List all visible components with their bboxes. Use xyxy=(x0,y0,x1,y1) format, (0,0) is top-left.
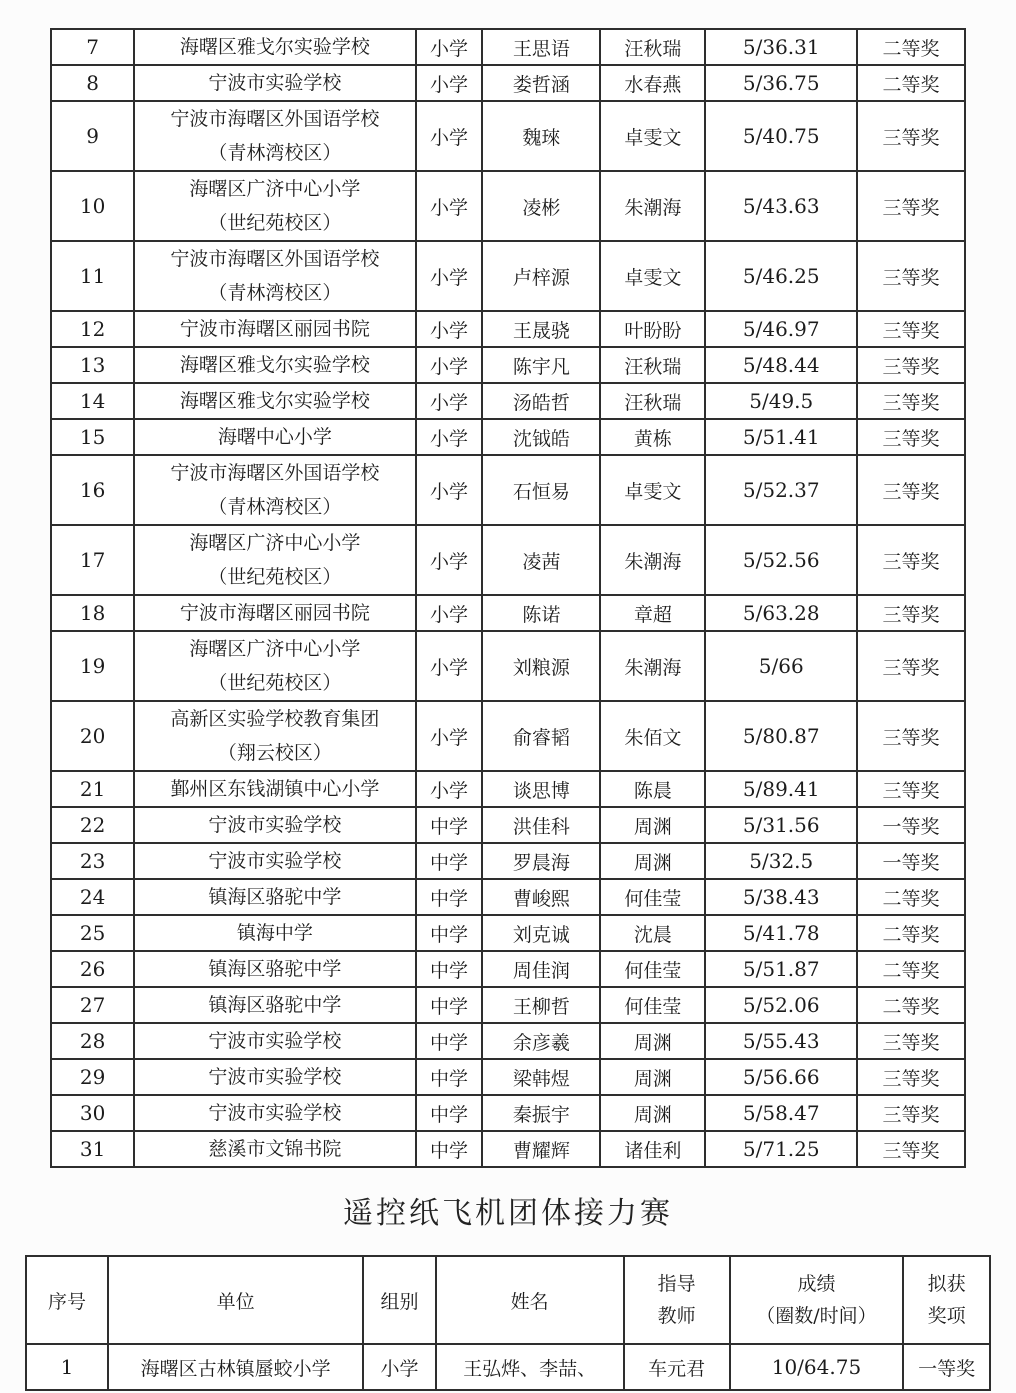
cell-award: 三等奖 xyxy=(857,1023,965,1059)
cell-unit-name: 海曙区古林镇蜃蛟小学 xyxy=(108,1344,363,1390)
results-table-body xyxy=(51,29,965,1167)
cell-rank-number: 25 xyxy=(51,915,134,951)
school-name-line1: 宁波市实验学校 xyxy=(208,1030,342,1052)
cell-group: 中学 xyxy=(416,807,483,843)
cell-award: 三等奖 xyxy=(857,1131,965,1167)
cell-score: 5/80.87 xyxy=(705,701,857,771)
cell-school-name xyxy=(134,1095,416,1131)
cell-score: 5/52.56 xyxy=(705,525,857,595)
school-name-line1: 鄞州区东钱湖镇中心小学 xyxy=(170,778,380,800)
cell-school-name xyxy=(134,311,416,347)
cell-rank-number: 16 xyxy=(51,455,134,525)
header-name: 姓名 xyxy=(436,1256,624,1344)
school-name-line2: （世纪苑校区） xyxy=(208,212,342,234)
cell-student-name: 卢梓源 xyxy=(482,241,600,311)
cell-school-name xyxy=(134,807,416,843)
cell-student-name: 沈钺皓 xyxy=(482,419,600,455)
header-award xyxy=(903,1256,990,1344)
cell-rank-number: 31 xyxy=(51,1131,134,1167)
cell-school-name xyxy=(134,101,416,171)
table-row xyxy=(51,1023,965,1059)
school-name-line1: 宁波市海曙区外国语学校 xyxy=(170,462,380,484)
cell-school-name xyxy=(134,525,416,595)
cell-score: 5/41.78 xyxy=(705,915,857,951)
cell-award: 一等奖 xyxy=(857,807,965,843)
cell-school-name xyxy=(134,241,416,311)
table-row xyxy=(51,311,965,347)
school-name-line1: 宁波市实验学校 xyxy=(208,1066,342,1088)
school-name-line1: 海曙区广济中心小学 xyxy=(189,638,361,660)
header-score-line2: （圈数/时间） xyxy=(756,1305,877,1327)
school-name-line1: 宁波市实验学校 xyxy=(208,814,342,836)
cell-score: 5/40.75 xyxy=(705,101,857,171)
table-row xyxy=(51,807,965,843)
school-name-line1: 高新区实验学校教育集团 xyxy=(170,708,380,730)
school-name-line2: （青林湾校区） xyxy=(208,142,342,164)
cell-teacher-name: 诸佳利 xyxy=(600,1131,705,1167)
cell-award: 三等奖 xyxy=(857,171,965,241)
cell-rank-number: 9 xyxy=(51,101,134,171)
cell-team-members: 王弘烨、李喆、 xyxy=(436,1344,624,1390)
table-row xyxy=(51,1095,965,1131)
school-name-line1: 镇海区骆驼中学 xyxy=(208,886,342,908)
cell-score: 5/52.06 xyxy=(705,987,857,1023)
cell-rank-number: 18 xyxy=(51,595,134,631)
cell-student-name: 洪佳科 xyxy=(482,807,600,843)
cell-rank-number: 21 xyxy=(51,771,134,807)
cell-teacher-name: 何佳莹 xyxy=(600,951,705,987)
cell-teacher-name: 陈晨 xyxy=(600,771,705,807)
cell-student-name: 汤皓哲 xyxy=(482,383,600,419)
cell-score: 5/48.44 xyxy=(705,347,857,383)
school-name-line1: 宁波市实验学校 xyxy=(208,850,342,872)
table-row xyxy=(51,455,965,525)
cell-school-name xyxy=(134,1131,416,1167)
cell-award: 二等奖 xyxy=(857,29,965,65)
header-teacher xyxy=(624,1256,730,1344)
cell-student-name: 罗晨海 xyxy=(482,843,600,879)
cell-award: 三等奖 xyxy=(857,419,965,455)
cell-rank-number: 17 xyxy=(51,525,134,595)
cell-rank-number: 10 xyxy=(51,171,134,241)
cell-award: 二等奖 xyxy=(857,915,965,951)
cell-award: 三等奖 xyxy=(857,383,965,419)
header-award-line2: 奖项 xyxy=(927,1305,966,1327)
cell-teacher-name: 朱潮海 xyxy=(600,631,705,701)
school-name-line1: 慈溪市文锦书院 xyxy=(208,1138,342,1160)
cell-award: 二等奖 xyxy=(857,65,965,101)
cell-award: 三等奖 xyxy=(857,631,965,701)
cell-group: 小学 xyxy=(416,631,483,701)
table-row xyxy=(51,101,965,171)
school-name-line1: 海曙区雅戈尔实验学校 xyxy=(179,354,370,376)
cell-student-name: 陈诺 xyxy=(482,595,600,631)
table-row xyxy=(51,171,965,241)
school-name-line1: 海曙区雅戈尔实验学校 xyxy=(179,36,370,58)
cell-score: 5/46.97 xyxy=(705,311,857,347)
cell-group: 小学 xyxy=(416,347,483,383)
cell-award: 三等奖 xyxy=(857,1059,965,1095)
cell-score: 5/66 xyxy=(705,631,857,701)
cell-school-name xyxy=(134,843,416,879)
table-row xyxy=(51,701,965,771)
cell-rank-number: 30 xyxy=(51,1095,134,1131)
cell-teacher-name: 朱潮海 xyxy=(600,525,705,595)
school-name-line1: 宁波市实验学校 xyxy=(208,72,342,94)
cell-student-name: 石恒易 xyxy=(482,455,600,525)
header-serial-number: 序号 xyxy=(26,1256,108,1344)
cell-school-name xyxy=(134,631,416,701)
cell-group: 中学 xyxy=(416,1131,483,1167)
school-name-line1: 宁波市海曙区外国语学校 xyxy=(170,108,380,130)
cell-award: 三等奖 xyxy=(857,701,965,771)
cell-award: 一等奖 xyxy=(857,843,965,879)
cell-rank-number: 28 xyxy=(51,1023,134,1059)
cell-score: 5/46.25 xyxy=(705,241,857,311)
cell-teacher-name: 周渊 xyxy=(600,1059,705,1095)
school-name-line1: 宁波市海曙区外国语学校 xyxy=(170,248,380,270)
school-name-line1: 海曙中心小学 xyxy=(217,426,332,448)
cell-student-name: 陈宇凡 xyxy=(482,347,600,383)
cell-school-name xyxy=(134,771,416,807)
cell-group: 小学 xyxy=(416,241,483,311)
cell-school-name xyxy=(134,29,416,65)
cell-rank-number: 24 xyxy=(51,879,134,915)
table-row xyxy=(51,915,965,951)
cell-student-name: 娄哲涵 xyxy=(482,65,600,101)
cell-group: 小学 xyxy=(416,29,483,65)
cell-student-name: 王晟骁 xyxy=(482,311,600,347)
school-name-line2: （青林湾校区） xyxy=(208,496,342,518)
cell-score: 5/43.63 xyxy=(705,171,857,241)
header-group: 组别 xyxy=(363,1256,435,1344)
cell-rank-number: 1 xyxy=(26,1344,108,1390)
cell-rank-number: 29 xyxy=(51,1059,134,1095)
cell-group: 中学 xyxy=(416,987,483,1023)
cell-score: 5/89.41 xyxy=(705,771,857,807)
section-title: 遥控纸飞机团体接力赛 xyxy=(343,1196,673,1231)
cell-student-name: 凌茜 xyxy=(482,525,600,595)
cell-student-name: 曹峻熙 xyxy=(482,879,600,915)
cell-award: 三等奖 xyxy=(857,771,965,807)
cell-school-name xyxy=(134,1023,416,1059)
cell-group: 小学 xyxy=(416,771,483,807)
cell-score: 5/58.47 xyxy=(705,1095,857,1131)
school-name-line1: 宁波市实验学校 xyxy=(208,1102,342,1124)
cell-school-name xyxy=(134,987,416,1023)
cell-teacher-name: 汪秋瑞 xyxy=(600,383,705,419)
table-row xyxy=(51,1131,965,1167)
header-teacher-line1: 指导 xyxy=(657,1273,696,1295)
cell-student-name: 凌彬 xyxy=(482,171,600,241)
cell-school-name xyxy=(134,419,416,455)
school-name-line2: （世纪苑校区） xyxy=(208,672,342,694)
cell-group: 中学 xyxy=(416,915,483,951)
school-name-line1: 海曙区广济中心小学 xyxy=(189,532,361,554)
cell-student-name: 秦振宇 xyxy=(482,1095,600,1131)
cell-school-name xyxy=(134,347,416,383)
cell-group: 小学 xyxy=(416,701,483,771)
cell-school-name xyxy=(134,1059,416,1095)
cell-teacher-name: 章超 xyxy=(600,595,705,631)
table-row xyxy=(51,347,965,383)
school-name-line1: 宁波市海曙区丽园书院 xyxy=(179,318,370,340)
cell-teacher-name: 汪秋瑞 xyxy=(600,347,705,383)
cell-teacher-name: 何佳莹 xyxy=(600,987,705,1023)
individual-results-table xyxy=(50,28,966,1168)
cell-school-name xyxy=(134,455,416,525)
table-row xyxy=(26,1344,990,1390)
cell-group: 小学 xyxy=(416,101,483,171)
cell-teacher-name: 何佳莹 xyxy=(600,879,705,915)
cell-teacher-name: 叶盼盼 xyxy=(600,311,705,347)
cell-teacher-name: 水春燕 xyxy=(600,65,705,101)
cell-score: 5/36.75 xyxy=(705,65,857,101)
cell-score: 10/64.75 xyxy=(730,1344,904,1390)
cell-student-name: 俞睿韬 xyxy=(482,701,600,771)
school-name-line2: （世纪苑校区） xyxy=(208,566,342,588)
cell-score: 5/31.56 xyxy=(705,807,857,843)
header-row xyxy=(26,1256,990,1344)
cell-school-name xyxy=(134,171,416,241)
cell-group: 小学 xyxy=(416,65,483,101)
cell-student-name: 刘粮源 xyxy=(482,631,600,701)
cell-school-name xyxy=(134,951,416,987)
cell-score: 5/71.25 xyxy=(705,1131,857,1167)
header-teacher-line2: 教师 xyxy=(657,1305,696,1327)
table-row xyxy=(51,65,965,101)
table-row xyxy=(51,419,965,455)
header-unit: 单位 xyxy=(108,1256,363,1344)
table-row xyxy=(51,595,965,631)
cell-group: 小学 xyxy=(416,455,483,525)
header-score xyxy=(730,1256,904,1344)
cell-award: 三等奖 xyxy=(857,1095,965,1131)
cell-student-name: 刘克诚 xyxy=(482,915,600,951)
cell-school-name xyxy=(134,915,416,951)
cell-score: 5/63.28 xyxy=(705,595,857,631)
cell-award: 二等奖 xyxy=(857,987,965,1023)
cell-group: 小学 xyxy=(416,525,483,595)
cell-award: 一等奖 xyxy=(903,1344,990,1390)
cell-group: 小学 xyxy=(416,419,483,455)
cell-teacher-name: 汪秋瑞 xyxy=(600,29,705,65)
cell-score: 5/49.5 xyxy=(705,383,857,419)
cell-school-name xyxy=(134,65,416,101)
cell-rank-number: 26 xyxy=(51,951,134,987)
cell-student-name: 余彦羲 xyxy=(482,1023,600,1059)
cell-award: 三等奖 xyxy=(857,101,965,171)
cell-teacher-name: 卓雯文 xyxy=(600,101,705,171)
cell-group: 中学 xyxy=(416,1059,483,1095)
cell-rank-number: 7 xyxy=(51,29,134,65)
cell-teacher-name: 车元君 xyxy=(624,1344,730,1390)
cell-group: 中学 xyxy=(416,1095,483,1131)
table-row xyxy=(51,771,965,807)
school-name-line2: （青林湾校区） xyxy=(208,282,342,304)
cell-student-name: 梁韩煜 xyxy=(482,1059,600,1095)
table-row xyxy=(51,29,965,65)
school-name-line1: 镇海区骆驼中学 xyxy=(208,994,342,1016)
cell-rank-number: 20 xyxy=(51,701,134,771)
table-row xyxy=(51,631,965,701)
school-name-line1: 海曙区广济中心小学 xyxy=(189,178,361,200)
cell-group: 小学 xyxy=(363,1344,435,1390)
cell-score: 5/36.31 xyxy=(705,29,857,65)
cell-award: 三等奖 xyxy=(857,241,965,311)
table-row xyxy=(51,951,965,987)
cell-score: 5/55.43 xyxy=(705,1023,857,1059)
cell-score: 5/51.87 xyxy=(705,951,857,987)
table-row xyxy=(51,987,965,1023)
cell-rank-number: 12 xyxy=(51,311,134,347)
cell-award: 二等奖 xyxy=(857,879,965,915)
relay-team-table xyxy=(25,1255,991,1391)
cell-rank-number: 15 xyxy=(51,419,134,455)
table-row xyxy=(51,843,965,879)
table-row xyxy=(51,383,965,419)
cell-teacher-name: 沈晨 xyxy=(600,915,705,951)
cell-rank-number: 22 xyxy=(51,807,134,843)
cell-teacher-name: 卓雯文 xyxy=(600,241,705,311)
cell-student-name: 周佳润 xyxy=(482,951,600,987)
cell-teacher-name: 周渊 xyxy=(600,1095,705,1131)
table-row xyxy=(51,1059,965,1095)
cell-student-name: 魏琜 xyxy=(482,101,600,171)
cell-award: 三等奖 xyxy=(857,595,965,631)
cell-teacher-name: 卓雯文 xyxy=(600,455,705,525)
relay-table-body xyxy=(26,1344,990,1390)
cell-student-name: 曹耀辉 xyxy=(482,1131,600,1167)
cell-score: 5/52.37 xyxy=(705,455,857,525)
cell-school-name xyxy=(134,383,416,419)
school-name-line1: 海曙区雅戈尔实验学校 xyxy=(179,390,370,412)
cell-group: 小学 xyxy=(416,171,483,241)
cell-score: 5/38.43 xyxy=(705,879,857,915)
cell-rank-number: 27 xyxy=(51,987,134,1023)
school-name-line1: 镇海区骆驼中学 xyxy=(208,958,342,980)
cell-award: 三等奖 xyxy=(857,311,965,347)
table-row xyxy=(51,241,965,311)
cell-award: 三等奖 xyxy=(857,347,965,383)
table-row xyxy=(51,879,965,915)
cell-score: 5/56.66 xyxy=(705,1059,857,1095)
cell-group: 小学 xyxy=(416,311,483,347)
relay-table-header xyxy=(26,1256,990,1344)
cell-award: 二等奖 xyxy=(857,951,965,987)
cell-teacher-name: 周渊 xyxy=(600,843,705,879)
cell-teacher-name: 周渊 xyxy=(600,807,705,843)
header-score-line1: 成绩 xyxy=(797,1273,836,1295)
cell-teacher-name: 黄栋 xyxy=(600,419,705,455)
cell-school-name xyxy=(134,879,416,915)
table-row xyxy=(51,525,965,595)
cell-student-name: 王柳哲 xyxy=(482,987,600,1023)
cell-teacher-name: 朱佰文 xyxy=(600,701,705,771)
cell-group: 中学 xyxy=(416,843,483,879)
cell-student-name: 王思语 xyxy=(482,29,600,65)
cell-teacher-name: 朱潮海 xyxy=(600,171,705,241)
cell-group: 中学 xyxy=(416,879,483,915)
cell-rank-number: 14 xyxy=(51,383,134,419)
cell-group: 中学 xyxy=(416,1023,483,1059)
school-name-line2: （翔云校区） xyxy=(217,742,332,764)
header-award-line1: 拟获 xyxy=(927,1273,966,1295)
cell-award: 三等奖 xyxy=(857,455,965,525)
cell-score: 5/51.41 xyxy=(705,419,857,455)
school-name-line1: 宁波市海曙区丽园书院 xyxy=(179,602,370,624)
cell-school-name xyxy=(134,701,416,771)
cell-rank-number: 19 xyxy=(51,631,134,701)
cell-group: 中学 xyxy=(416,951,483,987)
cell-group: 小学 xyxy=(416,383,483,419)
cell-rank-number: 23 xyxy=(51,843,134,879)
cell-rank-number: 13 xyxy=(51,347,134,383)
cell-rank-number: 11 xyxy=(51,241,134,311)
cell-group: 小学 xyxy=(416,595,483,631)
school-name-line1: 镇海中学 xyxy=(236,922,313,944)
cell-school-name xyxy=(134,595,416,631)
cell-score: 5/32.5 xyxy=(705,843,857,879)
cell-award: 三等奖 xyxy=(857,525,965,595)
cell-rank-number: 8 xyxy=(51,65,134,101)
cell-student-name: 谈思博 xyxy=(482,771,600,807)
cell-teacher-name: 周渊 xyxy=(600,1023,705,1059)
